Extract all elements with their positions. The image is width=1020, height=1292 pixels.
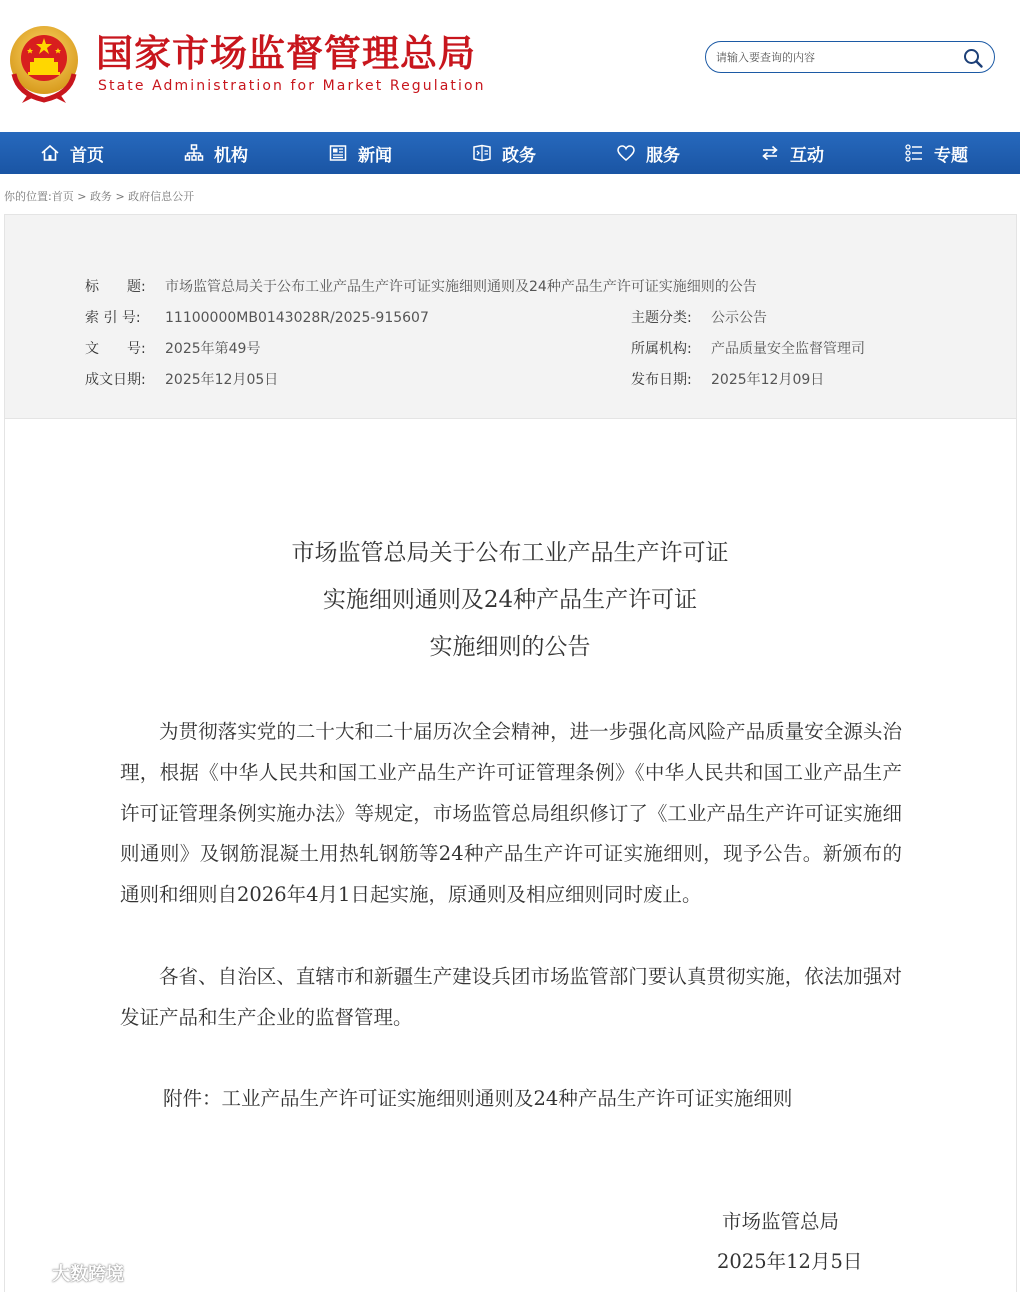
- nav-item-services[interactable]: [576, 132, 720, 174]
- info-made-date-label: 成文日期:: [85, 372, 146, 388]
- info-title-value: 市场监管总局关于公布工业产品生产许可证实施细则通则及24种产品生产许可证实施细则的公告: [165, 279, 757, 295]
- attachment-link[interactable]: 附件：工业产品生产许可证实施细则通则及24种产品生产许可证实施细则: [163, 1087, 793, 1110]
- site-subtitle: State Administration for Market Regulation: [98, 78, 486, 94]
- nav-label: 互动: [790, 145, 824, 166]
- info-docno-row: [85, 339, 260, 359]
- site-title[interactable]: 国家市场监督管理总局: [96, 32, 476, 75]
- site-header: [0, 0, 1020, 132]
- nav-item-news[interactable]: [288, 132, 432, 174]
- info-docno-value: 2025年第49号: [165, 341, 261, 357]
- info-index-value: 11100000MB0143028R/2025-915607: [165, 310, 429, 326]
- topics-list-icon: [904, 143, 924, 163]
- nav-item-home[interactable]: [0, 132, 144, 174]
- nav-label: 专题: [934, 145, 968, 166]
- info-index-row: [85, 308, 429, 328]
- info-org-row: [631, 339, 865, 359]
- info-topic-row: [631, 308, 767, 328]
- search-input[interactable]: [716, 46, 951, 68]
- info-docno-label: 文 号:: [85, 341, 146, 357]
- org-chart-icon: [184, 143, 204, 163]
- heart-icon: [616, 143, 636, 163]
- breadcrumb-disclosure-link[interactable]: 政府信息公开: [128, 190, 195, 203]
- breadcrumb: [4, 188, 194, 204]
- home-icon: [40, 143, 60, 163]
- info-title-row: [85, 277, 757, 297]
- signer-name: 市场监管总局: [722, 1210, 840, 1233]
- signing-date: 2025年12月5日: [717, 1250, 863, 1273]
- newspaper-icon: [328, 143, 348, 163]
- article-paragraph-1: 为贯彻落实党的二十大和二十届历次全会精神，进一步强化高风险产品质量安全源头治理，根据《中华人民共和国工业产品生产许可证管理条例》《中华人民共和国工业产品生产许可证管理条例实施办法》等规定，市场监管总局组织修订了《工业产品生产许可证实施细则通则》及钢筋混凝土用热轧钢筋等24种产品生产许可证实施细则，现予公告。新颁布的通则和细则自2026年4月1日起实施，原通则及相应细则同时废止。: [120, 720, 902, 907]
- info-topic-value: 公示公告: [711, 310, 767, 326]
- info-publish-date-value: 2025年12月09日: [711, 372, 825, 388]
- document-info-panel: [4, 214, 1017, 419]
- article-title-line-3: 实施细则的公告: [429, 634, 591, 660]
- nav-item-interaction[interactable]: [720, 132, 864, 174]
- info-index-label: 索 引 号:: [85, 310, 141, 326]
- info-topic-label: 主题分类:: [631, 310, 692, 326]
- nav-label: 政务: [502, 145, 536, 166]
- article-title-line-1: 市场监管总局关于公布工业产品生产许可证: [291, 540, 729, 566]
- watermark: [8, 1260, 124, 1286]
- watermark-text: 大数跨境: [52, 1264, 124, 1285]
- info-made-date-row: [85, 370, 278, 390]
- breadcrumb-separator: >: [115, 190, 125, 203]
- watermark-logo-icon: [8, 1261, 48, 1285]
- info-publish-date-row: [631, 370, 824, 390]
- article-title-line-2: 实施细则通则及24种产品生产许可证: [322, 587, 698, 613]
- nav-label: 首页: [70, 145, 104, 166]
- article-paragraph-2: 各省、自治区、直辖市和新疆生产建设兵团市场监管部门要认真贯彻实施，依法加强对发证产品和生产企业的监督管理。: [120, 965, 902, 1029]
- info-title-label: 标 题:: [85, 279, 146, 295]
- info-org-value: 产品质量安全监督管理司: [711, 341, 865, 357]
- search-box: [705, 41, 995, 73]
- national-emblem-icon[interactable]: [8, 24, 80, 104]
- info-publish-date-label: 发布日期:: [631, 372, 692, 388]
- breadcrumb-home-link[interactable]: 首页: [51, 190, 74, 203]
- nav-label: 机构: [214, 145, 248, 166]
- government-icon: [472, 143, 492, 163]
- nav-label: 服务: [646, 145, 680, 166]
- nav-item-government-affairs[interactable]: [432, 132, 576, 174]
- nav-item-topics[interactable]: [864, 132, 1008, 174]
- info-org-label: 所属机构:: [631, 341, 692, 357]
- exchange-arrows-icon: [760, 143, 780, 163]
- breadcrumb-separator: >: [77, 190, 87, 203]
- nav-item-institutions[interactable]: [144, 132, 288, 174]
- info-made-date-value: 2025年12月05日: [165, 372, 279, 388]
- breadcrumb-government-link[interactable]: 政务: [89, 190, 112, 203]
- search-icon[interactable]: [962, 47, 984, 69]
- nav-label: 新闻: [358, 145, 392, 166]
- breadcrumb-prefix: 你的位置:: [4, 190, 52, 203]
- main-nav: [0, 132, 1020, 174]
